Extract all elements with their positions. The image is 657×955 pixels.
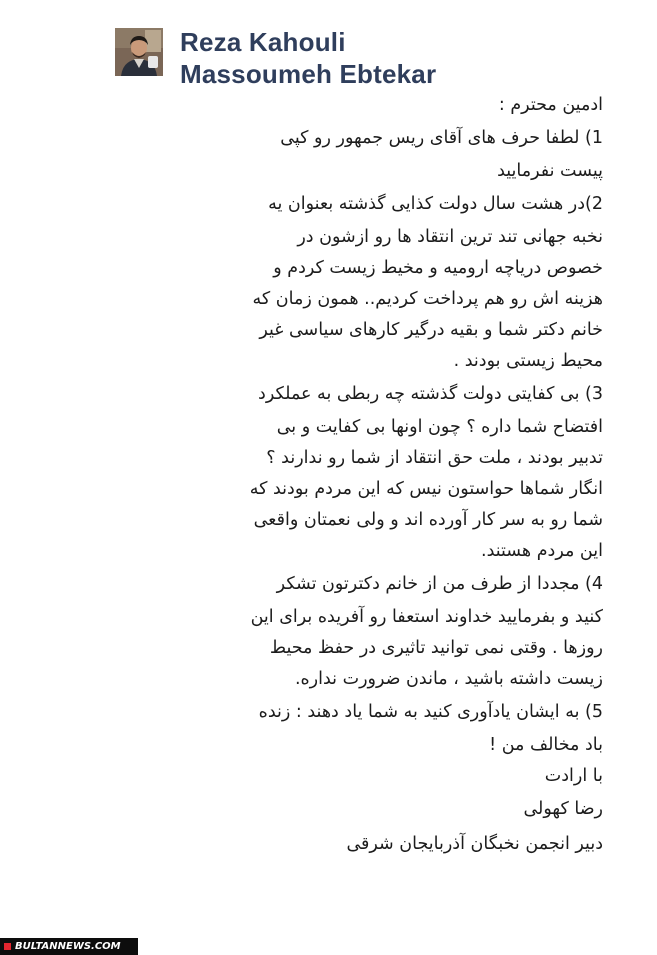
post-line: افتضاح شما داره ؟ چون اونها بی کفایت و بی — [276, 417, 603, 437]
author-name[interactable]: Reza Kahouli — [180, 27, 346, 57]
post-line: هزینه اش رو هم پرداخت کردیم.. همون زمان که — [252, 289, 603, 309]
avatar[interactable] — [115, 28, 163, 76]
post-line: 2)در هشت سال دولت کذایی گذشته بعنوان یه — [268, 194, 603, 214]
post-line: ادمین محترم : — [498, 95, 603, 115]
signature-title: دبیر انجمن نخبگان آذربایجان شرقی — [346, 834, 603, 854]
post-line: 4) مجددا از طرف من از خانم دکترتون تشکر — [276, 574, 603, 594]
signature-name: رضا کهولی — [523, 799, 603, 819]
post-line: با ارادت — [544, 766, 603, 786]
post-line: محیط زیستی بودند . — [453, 351, 603, 371]
post-line: نخبه جهانی تند ترین انتقاد ها رو ازشون در — [297, 227, 603, 247]
post-line: انگار شماها حواستون نیس که این مردم بودند که — [249, 479, 603, 499]
post-body — [173, 90, 603, 862]
post-line: تدبیر بودند ، ملت حق انتقاد از شما رو ندارند ؟ — [266, 448, 603, 468]
profile-photo-icon — [115, 28, 163, 76]
post-line: خانم دکتر شما و بقیه درگیر کارهای سیاسی غیر — [259, 320, 603, 340]
watermark-text: BULTANNEWS.COM — [15, 941, 121, 952]
post-line: روزها . وقتی نمی توانید تاثیری در حفظ محیط — [269, 638, 603, 658]
post-line: 3) بی کفایتی دولت گذشته چه ربطی به عملکرد — [258, 384, 603, 404]
post-line: باد مخالف من ! — [489, 735, 603, 755]
post-line: 5) به ایشان یادآوری کنید به شما یاد دهند : زنده — [258, 702, 603, 722]
watermark — [0, 938, 138, 955]
post-line: شما رو به سر کار آورده اند و ولی نعمتان واقعی — [253, 510, 603, 530]
post-line: پیست نفرمایید — [497, 161, 603, 181]
post-line: کنید و بفرمایید خداوند استعفا رو آفریده برای این — [250, 607, 603, 627]
watermark-square-icon — [4, 943, 11, 950]
post-line: این مردم هستند. — [481, 541, 603, 561]
post-line: خصوص دریاچه ارومیه و مخیط زیست کردم و — [273, 258, 603, 278]
post-line: 1) لطفا حرف های آقای ریس جمهور رو کپی — [280, 128, 603, 148]
tagged-name[interactable]: Massoumeh Ebtekar — [180, 59, 437, 89]
post-line: زیست داشته باشید ، ماندن ضرورت نداره. — [294, 669, 603, 689]
author-names — [180, 26, 580, 90]
